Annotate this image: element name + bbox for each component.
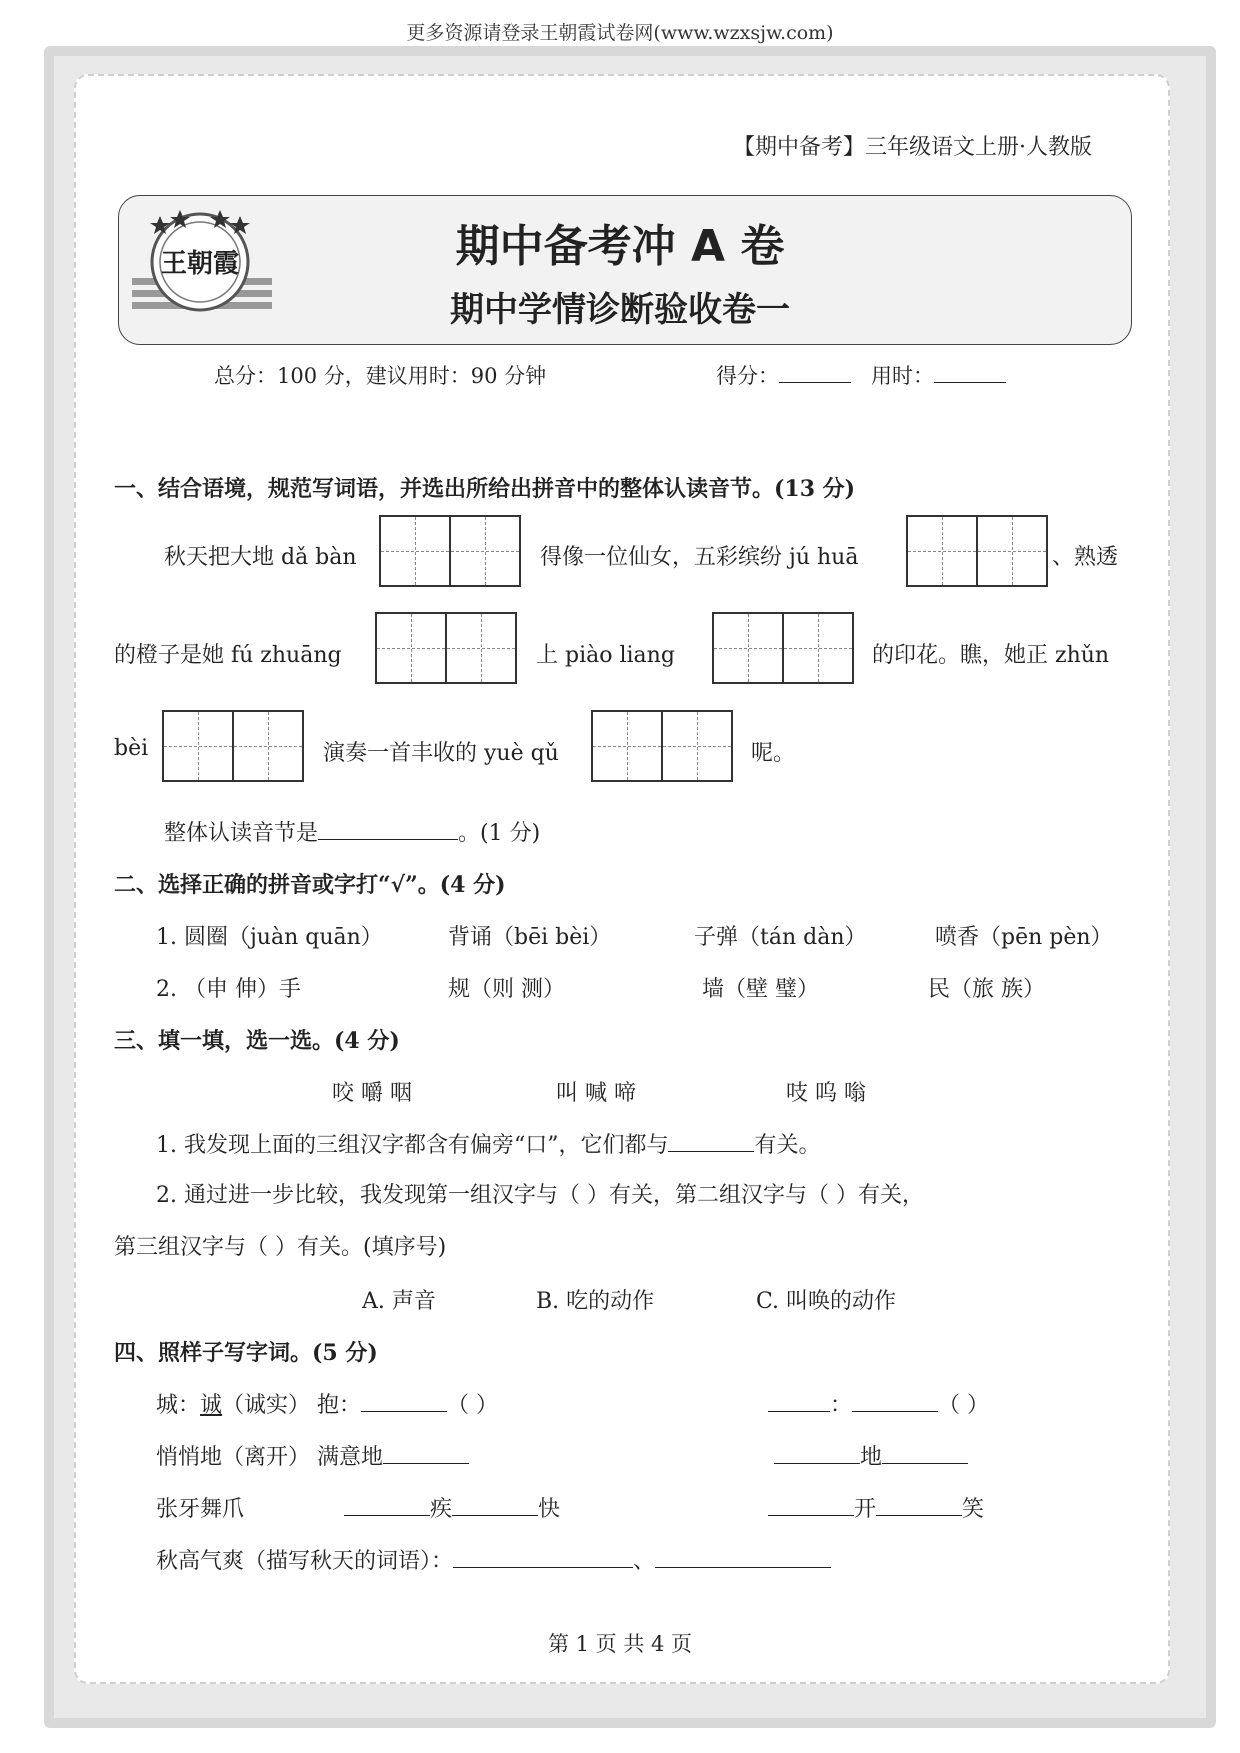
section3-heading: 三、填一填，选一选。(4 分) <box>114 1028 400 1054</box>
s4-r3-blank3[interactable] <box>768 1495 854 1516</box>
s3-q2: 2. 通过进一步比较，我发现第一组汉字与（ ）有关，第二组汉字与（ ）有关， <box>156 1183 924 1208</box>
writing-grid-5[interactable] <box>162 710 302 782</box>
time-blank[interactable] <box>934 362 1006 383</box>
s2-r2-item2[interactable]: 规（则 测） <box>448 977 565 1002</box>
s1-line1-c: 、熟透 <box>1052 545 1119 570</box>
s4-r2-blank3[interactable] <box>882 1443 968 1464</box>
logo-text: 王朝霞 <box>160 249 240 279</box>
s4-r3-blank1[interactable] <box>344 1495 430 1516</box>
s1-line1-b: 得像一位仙女，五彩缤纷 jú huā <box>540 545 859 570</box>
s4-row3-right: 开 笑 <box>768 1492 984 1523</box>
s1-line2-c: 的印花。瞧，她正 zhǔn <box>872 643 1110 668</box>
s1-question: 整体认读音节是 。(1 分) <box>164 821 541 846</box>
exam-title: 期中备考冲 A 卷 <box>455 221 785 272</box>
page-footer: 第 1 页 共 4 页 <box>547 1632 693 1656</box>
s4-row1-left: 城：诚（诚实） 抱： （ ） <box>156 1393 499 1418</box>
s2-r2-item3[interactable]: 墙（壁 璧） <box>702 977 819 1002</box>
exam-subtitle: 期中学情诊断验收卷一 <box>450 290 790 330</box>
s3-option-c: C. 叫唤的动作 <box>756 1289 897 1314</box>
s4-row1-right: ： （ ） <box>768 1388 989 1419</box>
s4-r3-blank2[interactable] <box>452 1495 538 1516</box>
s2-r2-item4[interactable]: 民（旅 族） <box>928 977 1045 1002</box>
s1-line1-a: 秋天把大地 dǎ bàn <box>164 545 357 570</box>
s3-option-b: B. 吃的动作 <box>536 1289 655 1314</box>
s1-line3-a: bèi <box>114 736 149 761</box>
s4-example-char: 诚 <box>200 1393 223 1418</box>
time-label: 用时： <box>871 364 935 388</box>
s4-r1-blank2[interactable] <box>768 1391 830 1412</box>
writing-grid-4[interactable] <box>712 612 852 684</box>
series-label: 【期中备考】三年级语文上册·人教版 <box>733 135 1092 160</box>
s2-r1-item3[interactable]: 子弹（tán dàn） <box>694 925 867 950</box>
s4-row4: 秋高气爽（描写秋天的词语）： 、 <box>156 1544 831 1575</box>
s4-r4-blank1[interactable] <box>453 1547 633 1568</box>
s2-r2-item1[interactable]: 2. （申 伸）手 <box>156 977 301 1002</box>
writing-grid-3[interactable] <box>375 612 515 684</box>
section2-heading: 二、选择正确的拼音或字打“√”。(4 分) <box>114 872 506 898</box>
s1-line2-a: 的橙子是她 fú zhuāng <box>114 643 342 668</box>
section4-heading: 四、照样子写字词。(5 分) <box>114 1340 378 1366</box>
section1-heading: 一、结合语境，规范写词语，并选出所给出拼音中的整体认读音节。(13 分) <box>114 476 856 502</box>
s2-r1-item2[interactable]: 背诵（bēi bèi） <box>448 925 612 950</box>
writing-grid-2[interactable] <box>906 515 1046 587</box>
s3-group2: 叫 喊 啼 <box>556 1081 636 1106</box>
s1-line2-b: 上 piào liang <box>536 643 675 668</box>
s4-row3-label: 张牙舞爪 <box>156 1497 245 1522</box>
s3-group1: 咬 嚼 咽 <box>332 1081 412 1106</box>
s1-line3-c: 呢。 <box>751 741 796 766</box>
s3-group3: 吱 呜 嗡 <box>786 1081 866 1106</box>
s3-option-a: A. 声音 <box>362 1289 436 1314</box>
score-field <box>716 360 1006 390</box>
writing-grid-1[interactable] <box>379 515 519 587</box>
s4-r2-blank2[interactable] <box>774 1443 860 1464</box>
s4-r2-blank1[interactable] <box>383 1443 469 1464</box>
s4-r1-blank1[interactable] <box>361 1391 447 1412</box>
s4-row3-mid: 疾 快 <box>344 1492 560 1523</box>
s1-answer-blank[interactable] <box>318 819 458 840</box>
s2-r1-item4[interactable]: 喷香（pēn pèn） <box>935 925 1113 950</box>
score-blank[interactable] <box>779 362 851 383</box>
score-label: 得分： <box>716 364 779 388</box>
s4-row2-right: 地 <box>774 1440 968 1471</box>
s2-r1-item1[interactable]: 1. 圆圈（juàn quān） <box>156 925 383 950</box>
writing-grid-6[interactable] <box>591 710 731 782</box>
s4-r1-blank3[interactable] <box>852 1391 938 1412</box>
s3-q2-cont: 第三组汉字与（ ）有关。(填序号) <box>114 1235 447 1260</box>
s4-r3-blank4[interactable] <box>876 1495 962 1516</box>
s3-q1-blank[interactable] <box>668 1131 754 1152</box>
score-info: 总分：100 分，建议用时：90 分钟 <box>214 364 547 388</box>
s4-r4-blank2[interactable] <box>655 1547 831 1568</box>
s1-line3-b: 演奏一首丰收的 yuè qǔ <box>323 741 559 766</box>
s4-row2-left: 悄悄地（离开） 满意地 <box>156 1440 469 1471</box>
s3-q1: 1. 我发现上面的三组汉字都含有偏旁“口”，它们都与 有关。 <box>156 1133 821 1158</box>
top-note: 更多资源请登录王朝霞试卷网(www.wzxsjw.com) <box>406 22 834 44</box>
